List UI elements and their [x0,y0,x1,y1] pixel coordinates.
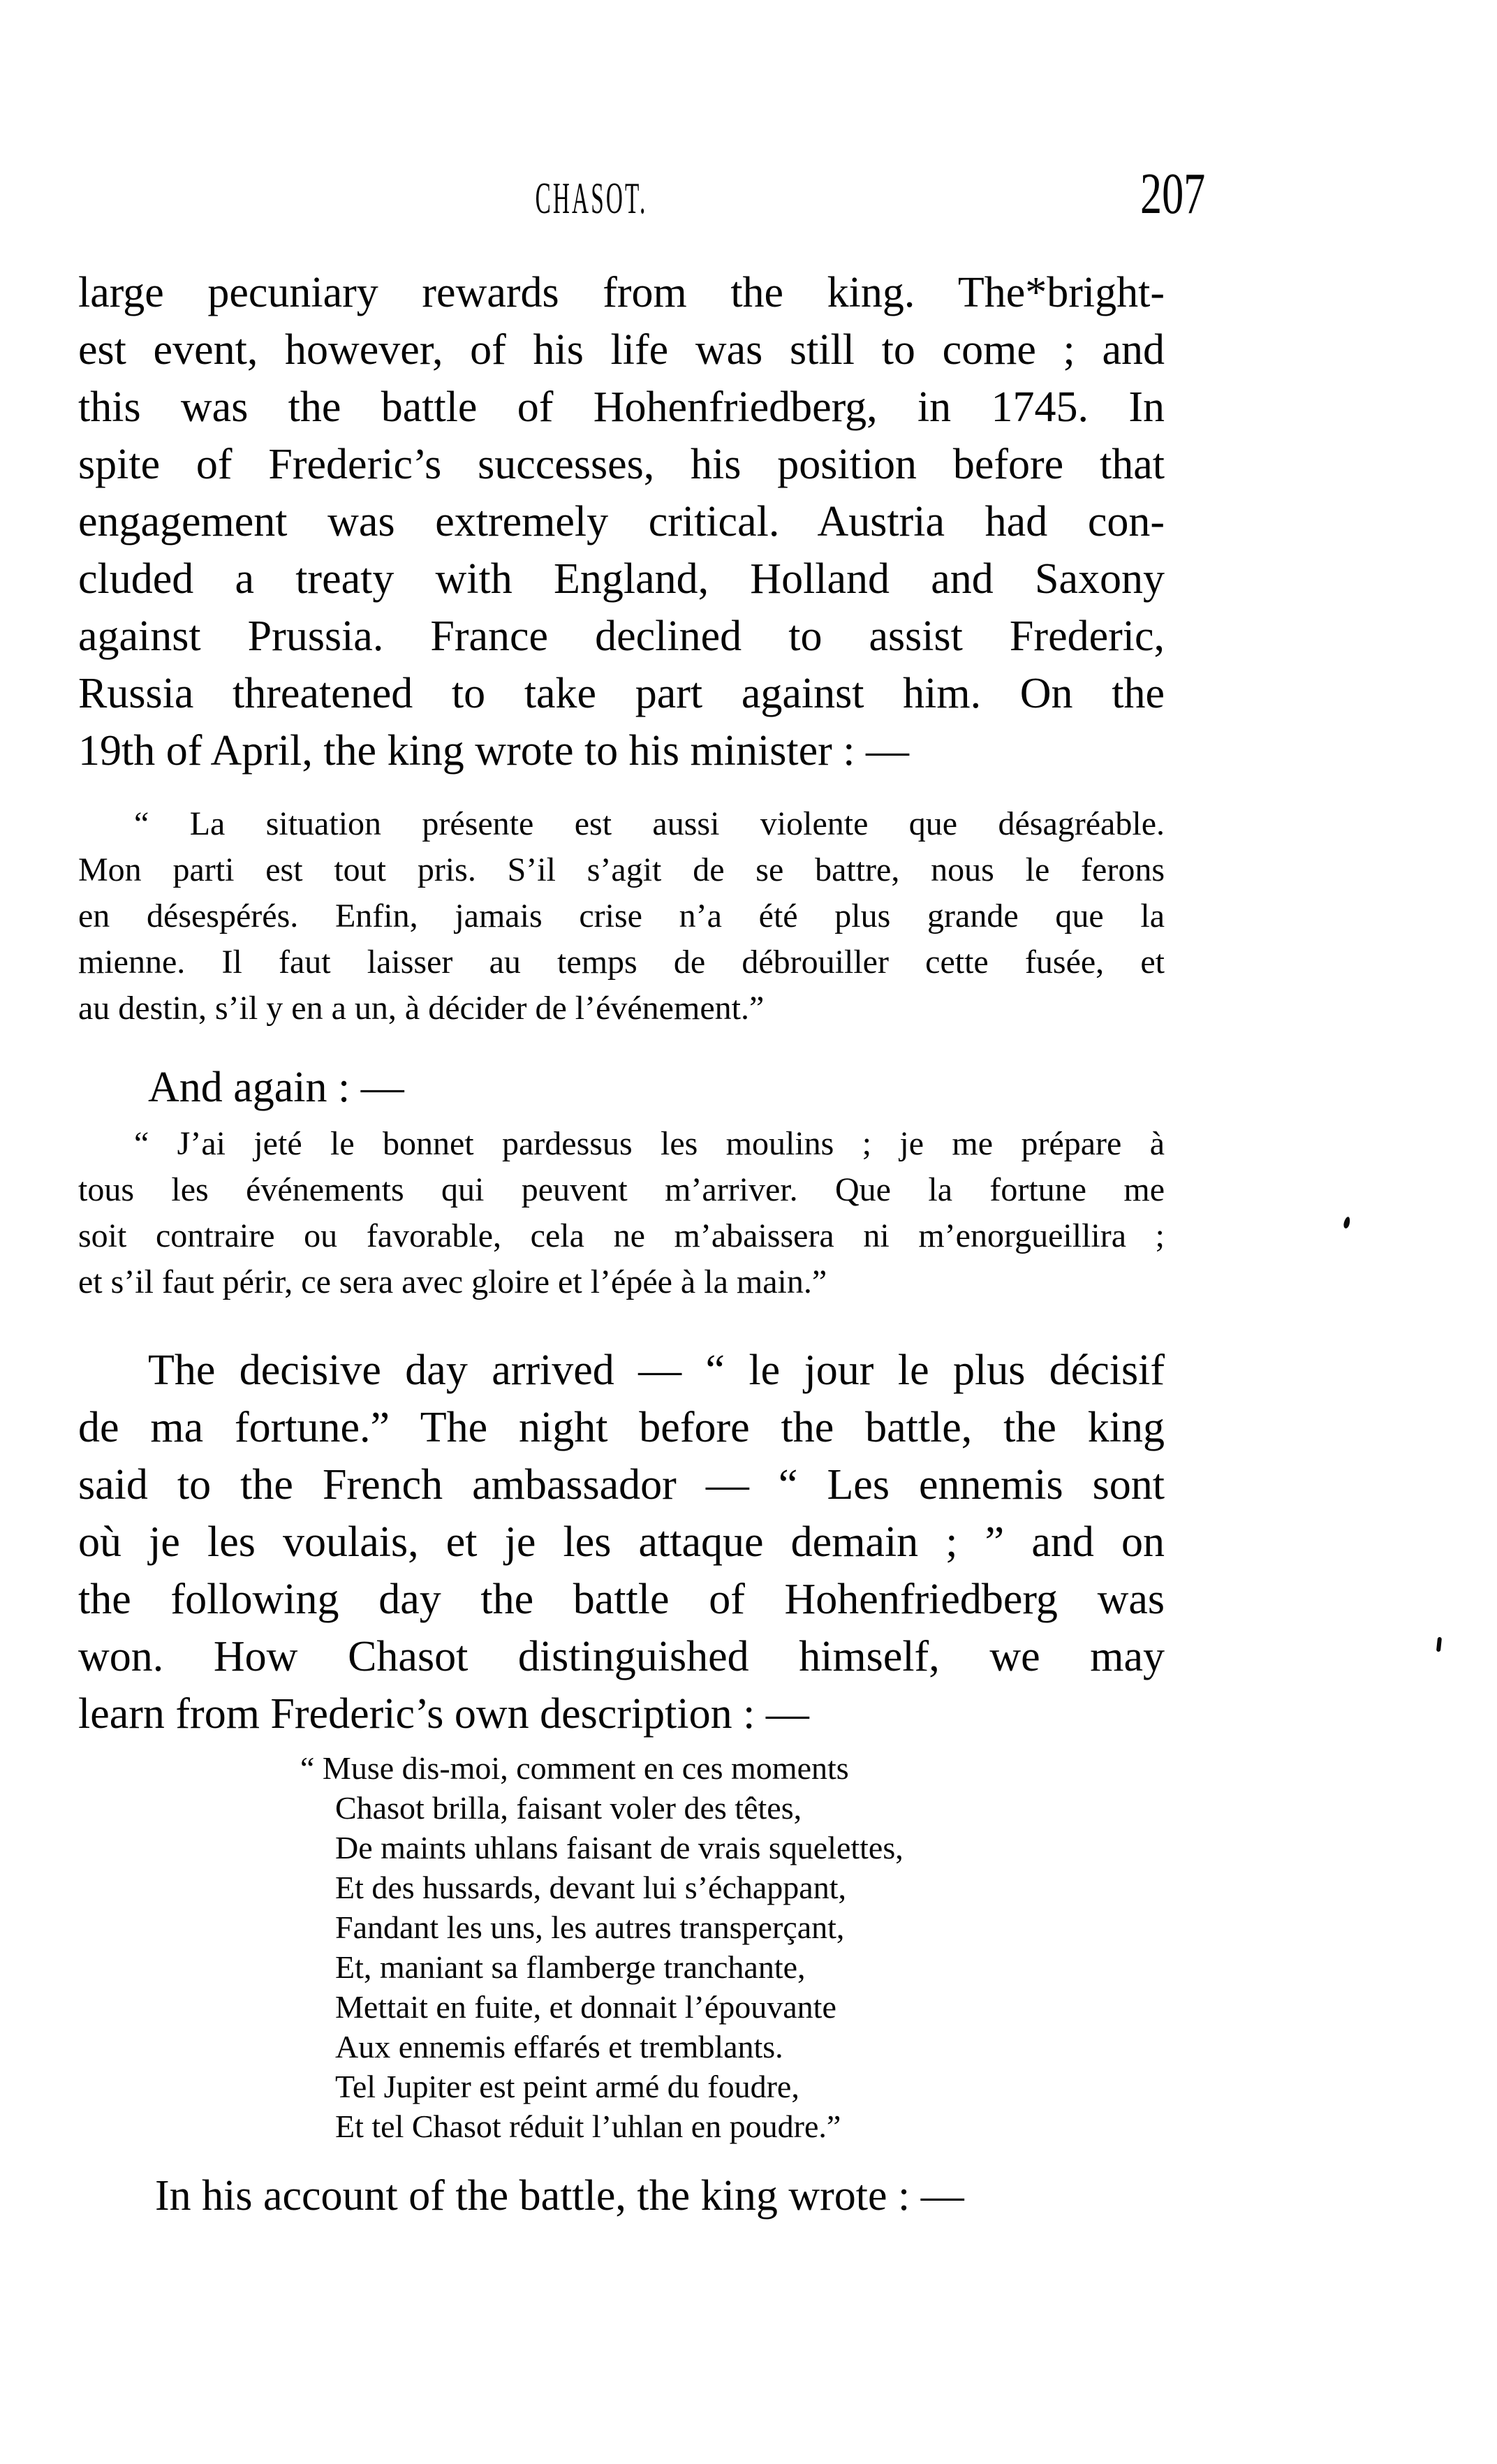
text-line: The decisive day arrived — “ le jour le plus décisif [148,1347,1165,1394]
poem-line: “ Muse dis-moi, comment en ces moments [300,1750,849,1786]
quote-line: en désespérés. Enfin, jamais crise n’a été plus grande que la [78,897,1165,934]
quote-line: Mon parti est tout pris. S’il s’agit de se battre, nous le ferons [78,851,1165,888]
poem-line: Et tel Chasot réduit l’uhlan en poudre.” [335,2109,841,2144]
text-line: the following day the battle of Hohenfriedberg was [78,1576,1165,1623]
quote-line: et s’il faut périr, ce sera avec gloire et l’épée à la main.” [78,1263,827,1300]
text-line: spite of Frederic’s successes, his position before that [78,441,1165,488]
page-number: 207 [1140,161,1206,226]
blockquote-french-2 [78,1121,1165,1305]
text-line: learn from Frederic’s own description : — [78,1690,809,1738]
paragraph-english-2 [78,1342,1165,1743]
text-line: de ma fortune.” The night before the battle, the king [78,1404,1165,1451]
poem-line: Tel Jupiter est peint armé du foudre, [335,2069,799,2104]
text-line: In his account of the battle, the king wrote : — [155,2172,964,2220]
text-line: won. How Chasot distinguished himself, we may [78,1633,1165,1680]
text-line: large pecuniary rewards from the king. The*bright- [78,269,1165,316]
quote-line: “ J’ai jeté le bonnet pardessus les moulins ; je me prépare à [134,1125,1165,1162]
text-line: against Prussia. France declined to assist Frederic, [78,613,1165,660]
text-line: said to the French ambassador — “ Les ennemis sont [78,1461,1165,1509]
text-line: cluded a treaty with England, Holland and Saxony [78,555,1165,603]
quote-line: “ La situation présente est aussi violente que désagréable. [134,805,1165,842]
quote-line: tous les événements qui peuvent m’arriver. Que la fortune me [78,1171,1165,1208]
blockquote-french-1 [78,801,1165,1032]
scan-speck-icon [1343,1216,1351,1229]
quote-line: au destin, s’il y en a un, à décider de l’événement.” [78,990,765,1027]
quote-line: soit contraire ou favorable, cela ne m’abaissera ni m’enorgueillira ; [78,1217,1165,1254]
paragraph-and-again: And again : — [148,1064,404,1111]
running-head: CHASOT. [535,173,648,223]
poem-line: Mettait en fuite, et donnait l’épouvante [335,1989,836,2025]
text-line: où je les voulais, et je les attaque demain ; ” and on [78,1518,1165,1566]
poem-line: Et des hussards, devant lui s’échappant, [335,1870,846,1905]
poem-line: Fandant les uns, les autres transperçant, [335,1909,845,1945]
text-line: 19th of April, the king wrote to his minister : — [78,727,909,775]
text-line: est event, however, of his life was still to come ; and [78,326,1165,374]
text-line: this was the battle of Hohenfriedberg, in 1745. In [78,383,1165,431]
poem-line: Aux ennemis effarés et tremblants. [335,2029,783,2065]
text-block [78,264,1165,2224]
quote-line: mienne. Il faut laisser au temps de débrouiller cette fusée, et [78,944,1165,981]
poem-line: De maints uhlans faisant de vrais squelettes, [335,1830,904,1865]
paragraph-english-1 [78,264,1165,779]
text-line: Russia threatened to take part against him. On the [78,670,1165,717]
paragraph-english-3 [78,2167,1165,2224]
text-line: engagement was extremely critical. Austria had con- [78,498,1165,545]
scan-speck-icon [1436,1637,1442,1652]
poem-french [78,1748,1165,2146]
poem-line: Et, maniant sa flamberge tranchante, [335,1949,806,1985]
poem-line: Chasot brilla, faisant voler des têtes, [335,1790,802,1826]
